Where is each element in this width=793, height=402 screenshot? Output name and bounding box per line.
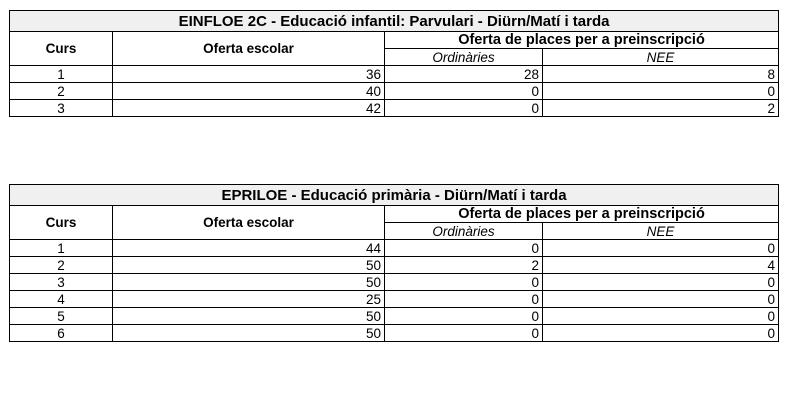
table-title: EPRILOE - Educació primària - Diürn/Matí i tarda — [10, 185, 779, 206]
cell-curs: 1 — [10, 66, 113, 83]
table-row — [10, 83, 779, 100]
cell-curs: 3 — [10, 274, 113, 291]
cell-nee: 2 — [543, 100, 779, 117]
cell-nee: 0 — [543, 325, 779, 342]
table-einfloe — [9, 10, 779, 117]
cell-oferta-escolar: 40 — [113, 83, 385, 100]
cell-curs: 2 — [10, 257, 113, 274]
header-oferta-places: Oferta de places per a preinscripció — [385, 32, 779, 49]
table-row — [10, 100, 779, 117]
cell-oferta-escolar: 36 — [113, 66, 385, 83]
cell-ordinaries: 0 — [385, 100, 543, 117]
cell-nee: 0 — [543, 308, 779, 325]
cell-nee: 0 — [543, 83, 779, 100]
cell-nee: 8 — [543, 66, 779, 83]
cell-curs: 1 — [10, 240, 113, 257]
cell-ordinaries: 0 — [385, 308, 543, 325]
header-curs: Curs — [10, 32, 113, 66]
cell-oferta-escolar: 50 — [113, 274, 385, 291]
cell-ordinaries: 0 — [385, 325, 543, 342]
cell-curs: 3 — [10, 100, 113, 117]
header-nee: NEE — [543, 223, 779, 240]
cell-oferta-escolar: 42 — [113, 100, 385, 117]
cell-curs: 5 — [10, 308, 113, 325]
cell-ordinaries: 0 — [385, 291, 543, 308]
table-row — [10, 325, 779, 342]
header-oferta-places: Oferta de places per a preinscripció — [385, 206, 779, 223]
header-nee: NEE — [543, 49, 779, 66]
table-title: EINFLOE 2C - Educació infantil: Parvulari - Diürn/Matí i tarda — [10, 11, 779, 32]
table-row — [10, 257, 779, 274]
header-curs: Curs — [10, 206, 113, 240]
table-epriloe — [9, 184, 779, 342]
header-ordinaries: Ordinàries — [385, 223, 543, 240]
header-oferta-escolar: Oferta escolar — [113, 206, 385, 240]
header-ordinaries: Ordinàries — [385, 49, 543, 66]
cell-ordinaries: 0 — [385, 274, 543, 291]
table-body — [10, 185, 779, 342]
cell-nee: 0 — [543, 274, 779, 291]
cell-oferta-escolar: 50 — [113, 257, 385, 274]
cell-ordinaries: 2 — [385, 257, 543, 274]
cell-oferta-escolar: 25 — [113, 291, 385, 308]
cell-nee: 4 — [543, 257, 779, 274]
table-row — [10, 66, 779, 83]
cell-curs: 4 — [10, 291, 113, 308]
table-row — [10, 291, 779, 308]
cell-curs: 2 — [10, 83, 113, 100]
header-oferta-escolar: Oferta escolar — [113, 32, 385, 66]
cell-ordinaries: 28 — [385, 66, 543, 83]
cell-oferta-escolar: 50 — [113, 325, 385, 342]
table-row — [10, 308, 779, 325]
cell-nee: 0 — [543, 291, 779, 308]
cell-nee: 0 — [543, 240, 779, 257]
cell-ordinaries: 0 — [385, 240, 543, 257]
table-row — [10, 240, 779, 257]
table-row — [10, 274, 779, 291]
table-body — [10, 11, 779, 117]
cell-ordinaries: 0 — [385, 83, 543, 100]
cell-oferta-escolar: 50 — [113, 308, 385, 325]
cell-curs: 6 — [10, 325, 113, 342]
cell-oferta-escolar: 44 — [113, 240, 385, 257]
